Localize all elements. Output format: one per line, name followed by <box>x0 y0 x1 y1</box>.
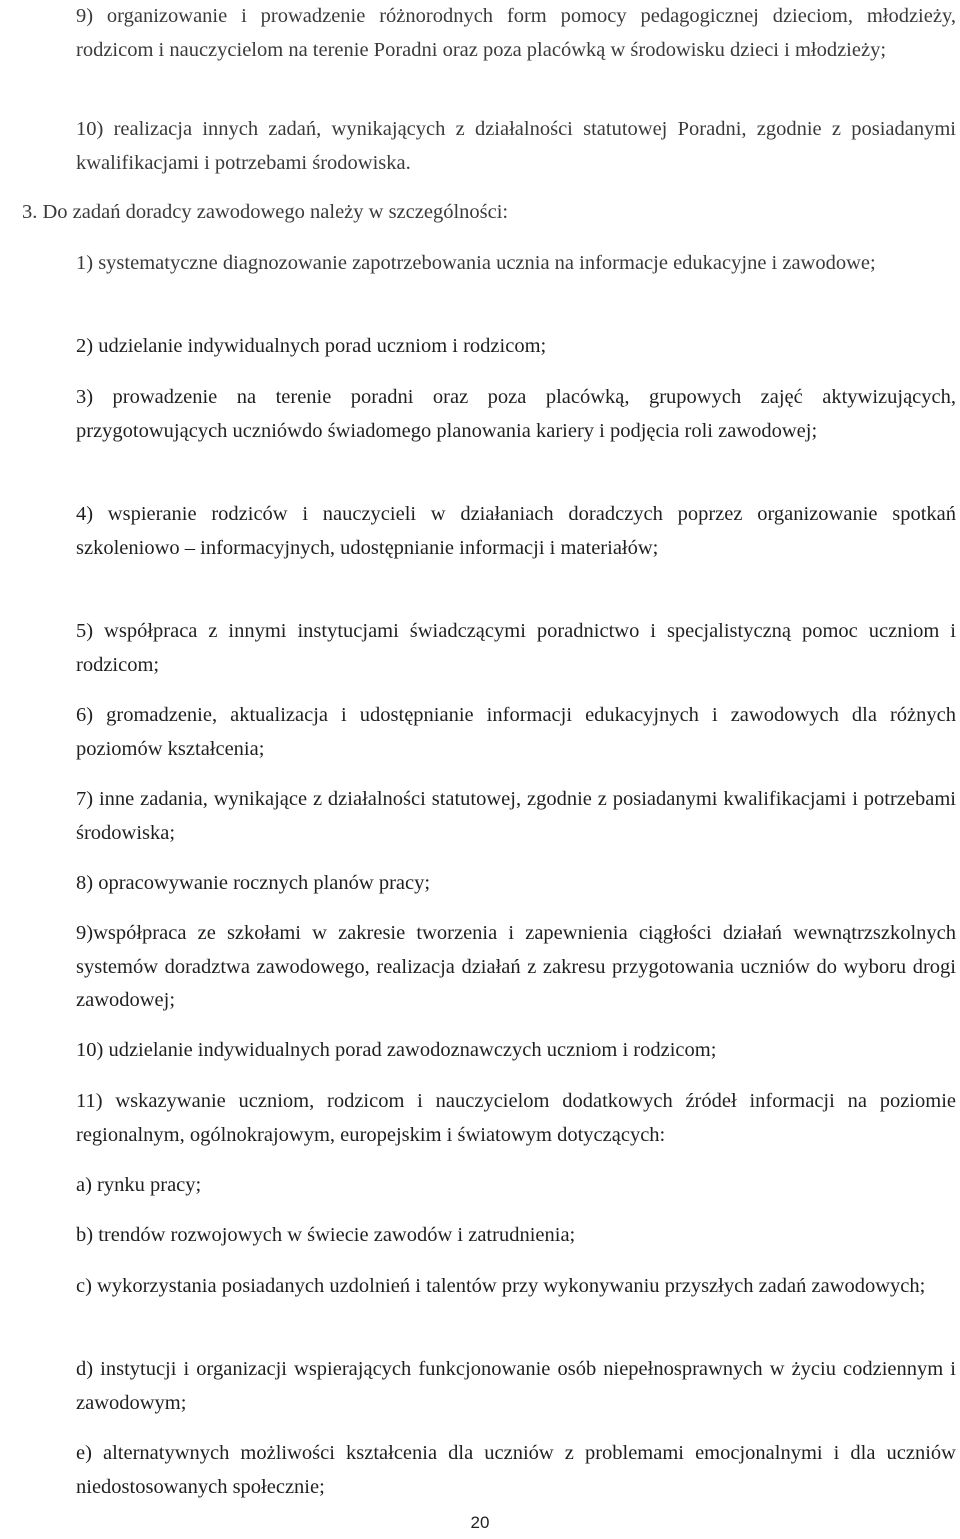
sub-item-a: a) rynku pracy; <box>76 1174 202 1196</box>
list-item-3: 3) prowadzenie na terenie poradni oraz poza placówką, grupowych zajęć aktywizujących, przygotowujących uczniówdo świadomego planowania kariery i podjęcia roli zawodowej; <box>76 386 956 442</box>
intro-item-10: 10) realizacja innych zadań, wynikających z działalności statutowej Poradni, zgodnie z posiadanymi kwalifikacjami i potrzebami środowiska. <box>76 118 956 174</box>
intro-item-9: 9) organizowanie i prowadzenie różnorodnych form pomocy pedagogicznej dzieciom, młodzieży, rodzicom i nauczycielom na terenie Poradni oraz poza placówką w środowisku dzieci i młodzieży; <box>76 5 956 61</box>
list-item-10: 10) udzielanie indywidualnych porad zawodoznawczych uczniom i rodzicom; <box>76 1039 717 1061</box>
list-item-2: 2) udzielanie indywidualnych porad uczniom i rodzicom; <box>76 335 547 357</box>
sub-item-c: c) wykorzystania posiadanych uzdolnień i talentów przy wykonywaniu przyszłych zadań zawodowych; <box>76 1275 926 1297</box>
list-item-7: 7) inne zadania, wynikające z działalności statutowej, zgodnie z posiadanymi kwalifikacjami i potrzebami środowiska; <box>76 788 956 844</box>
list-item-11: 11) wskazywanie uczniom, rodzicom i nauczycielom dodatkowych źródeł informacji na poziomie regionalnym, ogólnokrajowym, europejskim i światowym dotyczących: <box>76 1090 956 1146</box>
list-item-8: 8) opracowywanie rocznych planów pracy; <box>76 872 431 894</box>
list-item-5: 5) współpraca z innymi instytucjami świadczącymi poradnictwo i specjalistyczną pomoc uczniom i rodzicom; <box>76 620 956 676</box>
sub-item-b: b) trendów rozwojowych w świecie zawodów i zatrudnienia; <box>76 1224 576 1246</box>
list-item-6: 6) gromadzenie, aktualizacja i udostępnianie informacji edukacyjnych i zawodowych dla różnych poziomów kształcenia; <box>76 704 956 760</box>
section-heading: 3. Do zadań doradcy zawodowego należy w szczególności: <box>22 201 509 223</box>
list-item-1: 1) systematyczne diagnozowanie zapotrzebowania ucznia na informacje edukacyjne i zawodowe; <box>76 252 876 274</box>
list-item-4: 4) wspieranie rodziców i nauczycieli w działaniach doradczych poprzez organizowanie spotkań szkoleniowo – informacyjnych, udostępnianie informacji i materiałów; <box>76 503 956 559</box>
page-number: 20 <box>470 1513 490 1532</box>
list-item-9: 9)współpraca ze szkołami w zakresie tworzenia i zapewnienia ciągłości działań wewnątrzszkolnych systemów doradztwa zawodowego, realizacja działań z zakresu przygotowania uczniów do wyboru drogi zawodowej; <box>76 922 956 1011</box>
sub-item-d: d) instytucji i organizacji wspierających funkcjonowanie osób niepełnosprawnych w życiu codziennym i zawodowym; <box>76 1358 956 1414</box>
sub-item-e: e) alternatywnych możliwości kształcenia dla uczniów z problemami emocjonalnymi i dla uczniów niedostosowanych społecznie; <box>76 1442 956 1498</box>
